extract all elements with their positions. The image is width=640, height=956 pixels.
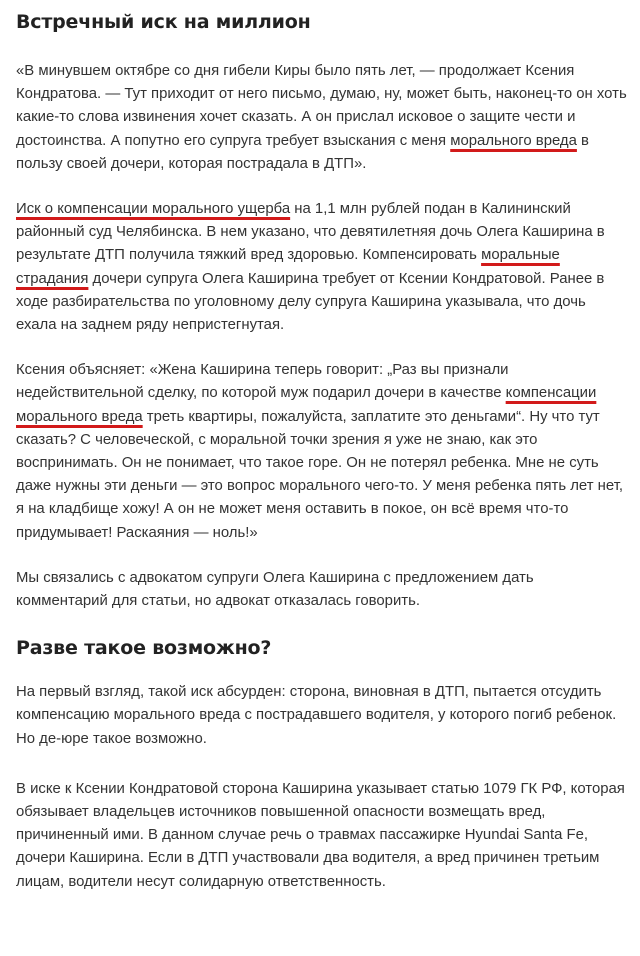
paragraph-first-glance: На первый взгляд, такой иск абсурден: сторона, виновная в ДТП, пытается отсудить компенсацию морального вреда с пострадавшего водителя, у которого погиб ребенок. Но де-юре такое возможно. bbox=[16, 684, 617, 747]
paragraph-lawyer-contact: Мы связались с адвокатом супруги Олега Каширина с предложением дать комментарий для статьи, но адвокат отказалась говорить. bbox=[16, 569, 534, 610]
section-heading-counterclaim: Встречный иск на миллион bbox=[16, 11, 311, 33]
highlighted-phrase: морального вреда bbox=[450, 132, 577, 149]
paragraph-quote-explanation bbox=[16, 359, 628, 545]
paragraph-text: Ксения объясняет: «Жена Каширина теперь говорит: „Раз вы признали недействительной сделку, по которой муж подарил дочери в качестве bbox=[16, 362, 509, 402]
section-heading-is-it-possible: Разве такое возможно? bbox=[16, 637, 272, 660]
paragraph-quote-kondratova bbox=[16, 60, 628, 176]
article-body bbox=[16, 0, 628, 894]
paragraph-text: треть квартиры, пожалуйста, заплатите это деньгами“. Ну что тут сказать? С человеческой, с моральной точки зрения я уже не знаю, как это воспринимать. Он не понимает, что такое горе. Он не потерял ребенка. Мне не суть даже нужны эти деньги — это вопрос морального чего-то. У меня ребенка пять лет нет, я на кладбище хожу! А он не может меня оставить в покое, он всё время что-то придумывает! Раскаяния — ноль!» bbox=[16, 408, 623, 541]
paragraph-text: в пользу своей дочери, которая пострадала в ДТП». bbox=[16, 132, 589, 172]
paragraph-lawsuit-details bbox=[16, 198, 628, 337]
highlighted-phrase: компенсации морального вреда bbox=[16, 385, 597, 425]
paragraph-text: на 1,1 млн рублей подан в Калининский районный суд Челябинска. В нем указано, что девятилетняя дочь Олега Каширина в результате ДТП получила тяжкий вред здоровью. Компенсировать bbox=[16, 201, 605, 264]
paragraph-article-1079: В иске к Ксении Кондратовой сторона Каширина указывает статью 1079 ГК РФ, которая обязывает владельцев источников повышенной опасности возмещать вред, причиненный ими. В данном случае речь о травмах пассажирке Hyundai Santa Fe, дочери Каширина. Если в ДТП участвовали два водителя, а вред причинен третьим лицам, водители несут солидарную ответственность. bbox=[16, 780, 625, 890]
highlighted-phrase: моральные страдания bbox=[16, 247, 560, 287]
paragraph-text: дочери супруга Олега Каширина требует от Ксении Кондратовой. Ранее в ходе разбирательства по уголовному делу супруга Каширина указывала, что дочь ехала на заднем ряду непристегнутая. bbox=[16, 270, 605, 334]
paragraph-text: «В минувшем октябре со дня гибели Киры было пять лет, — продолжает Ксения Кондратова. — Тут приходит от него письмо, думаю, ну, может быть, наконец-то он хоть какие-то слова извинения хочет сказать. А он прислал исковое о защите чести и достоинства. А попутно его супруга требует взыскания с меня bbox=[16, 63, 627, 149]
highlighted-phrase: Иск о компенсации морального ущерба bbox=[16, 201, 291, 218]
